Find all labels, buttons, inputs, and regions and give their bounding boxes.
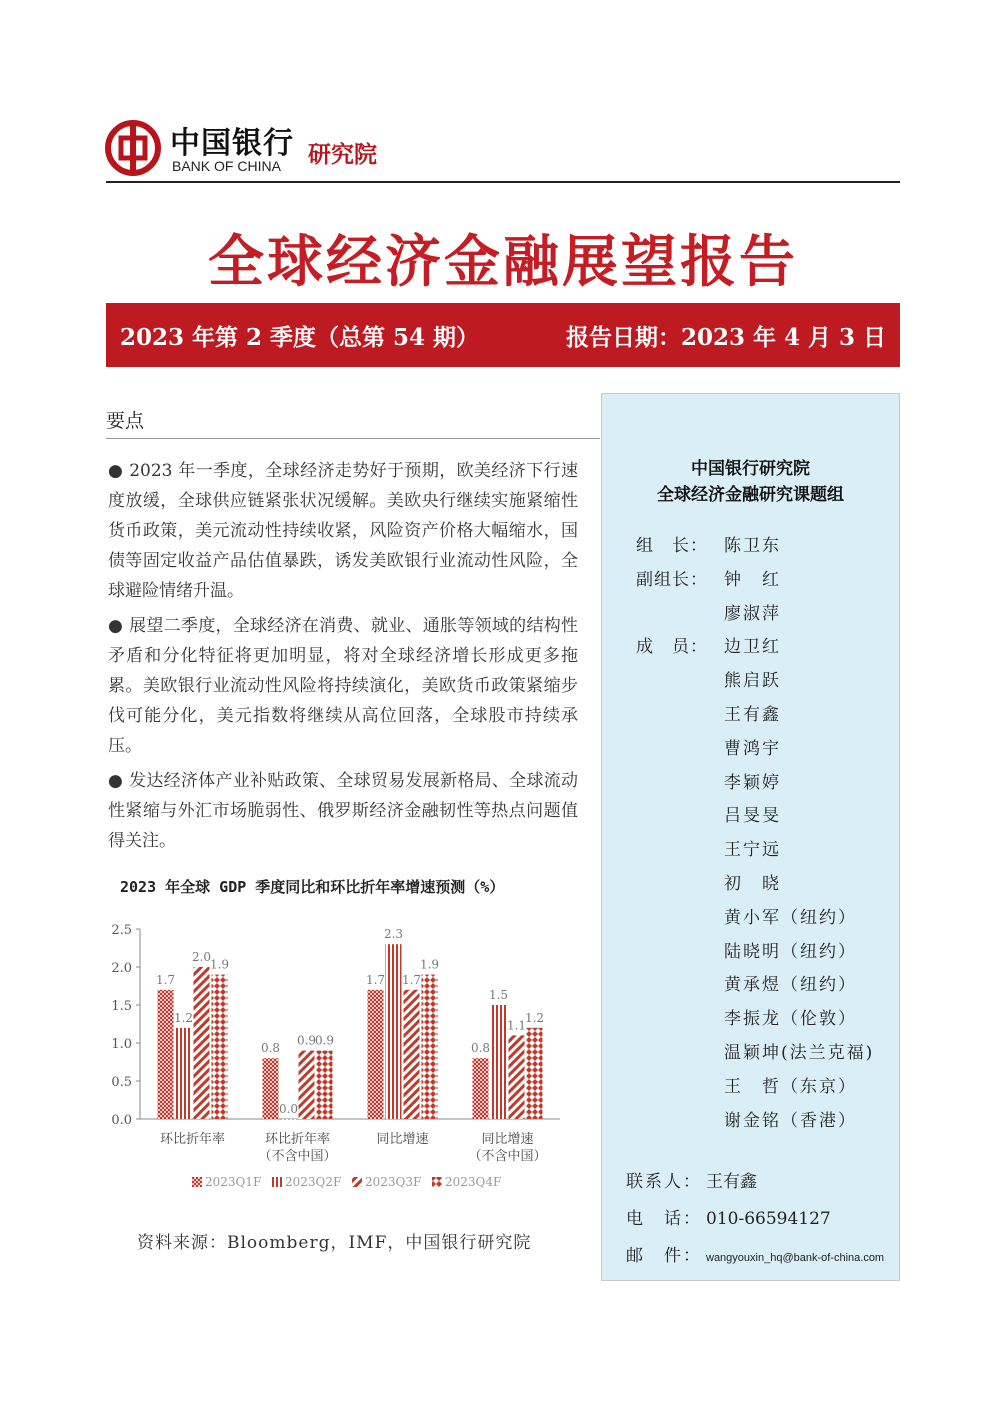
logo-text-en: BANK OF CHINA xyxy=(172,158,281,174)
member-name: 陈卫东 xyxy=(724,536,781,556)
key-point xyxy=(108,766,578,856)
team-member-row xyxy=(636,665,898,699)
member-name: 王 哲（东京） xyxy=(724,1076,857,1097)
contact-row xyxy=(626,1164,896,1201)
member-name: 边卫红 xyxy=(724,637,781,658)
bar xyxy=(386,944,402,1119)
key-points-heading: 要点 xyxy=(106,410,145,432)
team-member-row xyxy=(636,530,898,564)
y-tick-label: 1.0 xyxy=(111,1037,132,1052)
bar-value-label: 1.7 xyxy=(401,972,422,987)
bar-value-label: 1.7 xyxy=(155,972,176,987)
bar xyxy=(368,990,384,1119)
member-name: 王有鑫 xyxy=(724,704,781,725)
bar-value-label: 1.1 xyxy=(506,1018,527,1033)
legend-label: 2023Q4F xyxy=(445,1175,502,1189)
legend-label: 2023Q2F xyxy=(285,1175,342,1189)
member-name: 温颖坤(法兰克福) xyxy=(724,1042,875,1063)
legend-swatch xyxy=(192,1177,202,1187)
legend-swatch xyxy=(432,1177,442,1187)
bullet-icon: ● xyxy=(108,771,124,791)
member-name: 黄小军（纽约） xyxy=(724,907,857,928)
key-point-text: 2023 年一季度，全球经济走势好于预期，欧美经济下行速度放缓，全球供应链紧张状况缓解。美欧央行继续实施紧缩性货币政策，美元流动性持续收紧，风险资产价格大幅缩水，国债等固定收益产品估值暴跌，诱发美欧银行业流动性风险，全球避险情绪升温。 xyxy=(108,461,578,601)
team-member-row xyxy=(636,1105,898,1139)
bullet-icon: ● xyxy=(108,461,124,481)
key-points-list xyxy=(108,456,578,861)
bar xyxy=(422,975,438,1119)
contact-row xyxy=(626,1238,896,1275)
chart-source: 资料来源：Bloomberg，IMF，中国银行研究院 xyxy=(137,1233,532,1253)
contact-label: 邮 件： xyxy=(626,1246,702,1266)
bar xyxy=(281,1119,297,1120)
contact-value: 010-66594127 xyxy=(706,1209,831,1229)
team-member-row xyxy=(636,969,898,1003)
bar-value-label: 1.7 xyxy=(365,972,386,987)
member-name: 黄承煜（纽约） xyxy=(724,975,857,996)
team-member-row xyxy=(636,1037,898,1071)
chart-title: 2023 年全球 GDP 季度同比和环比折年率增速预测（%） xyxy=(120,878,505,896)
contact-label: 电 话： xyxy=(626,1209,702,1229)
bar-value-label: 0.0 xyxy=(278,1102,299,1116)
member-name: 李振龙（伦敦） xyxy=(724,1009,857,1030)
team-member-row xyxy=(636,631,898,665)
member-name: 初 晓 xyxy=(724,873,781,894)
bar-value-label: 1.9 xyxy=(419,957,440,972)
member-name: 廖淑萍 xyxy=(724,603,781,624)
legend-swatch xyxy=(272,1177,282,1187)
contact-row xyxy=(626,1201,896,1238)
member-name: 曹鸿宇 xyxy=(724,738,781,759)
bar xyxy=(527,1028,543,1119)
member-role: 组 长： xyxy=(636,536,708,556)
team-member-row xyxy=(636,868,898,902)
bar-value-label: 0.9 xyxy=(314,1033,335,1048)
legend-label: 2023Q3F xyxy=(365,1175,422,1189)
y-tick-label: 1.5 xyxy=(111,999,132,1014)
key-point xyxy=(108,611,578,761)
contact-value: 王有鑫 xyxy=(706,1172,757,1192)
report-title: 全球经济金融展望报告 xyxy=(208,229,798,295)
member-name: 谢金铭（香港） xyxy=(724,1110,857,1131)
category-label: 环比折年率（不含中国） xyxy=(258,1132,337,1164)
bar-value-label: 1.5 xyxy=(488,988,509,1002)
bar xyxy=(317,1051,333,1119)
report-date: 报告日期：2023 年 4 月 3 日 xyxy=(565,324,886,351)
bar-value-label: 1.2 xyxy=(173,1010,194,1025)
bar-value-label: 1.2 xyxy=(524,1010,545,1025)
institute-name: 研究院 xyxy=(308,141,377,168)
y-tick-label: 2.5 xyxy=(111,923,132,938)
key-point-text: 展望二季度，全球经济在消费、就业、通胀等领域的结构性矛盾和分化特征将更加明显，将对全球经济增长形成更多拖累。美欧银行业流动性风险将持续演化，美欧货币政策紧缩步伐可能分化，美元指数将继续从高位回落，全球股市持续承压。 xyxy=(108,616,578,756)
category-label: 同比增速 xyxy=(376,1132,429,1147)
y-tick-label: 0.0 xyxy=(111,1113,132,1128)
bar xyxy=(158,990,174,1119)
bar xyxy=(212,975,228,1119)
category-label: 环比折年率 xyxy=(159,1132,226,1147)
member-name: 吕旻旻 xyxy=(724,806,781,827)
team-member-row xyxy=(636,733,898,767)
bar-value-label: 0.8 xyxy=(260,1041,281,1056)
bar xyxy=(491,1005,507,1119)
key-point xyxy=(108,456,578,606)
member-role: 副组长： xyxy=(636,569,708,590)
bar-value-label: 2.3 xyxy=(383,927,404,942)
member-name: 李颖婷 xyxy=(724,772,781,793)
team-member-row xyxy=(636,936,898,970)
bullet-icon: ● xyxy=(108,616,124,636)
bar xyxy=(404,990,420,1119)
bar-value-label: 0.8 xyxy=(470,1041,491,1056)
key-points-divider xyxy=(106,438,600,439)
category-label: 同比增速（不含中国） xyxy=(468,1132,547,1164)
bar xyxy=(299,1051,315,1119)
team-member-row xyxy=(636,834,898,868)
team-member-row xyxy=(636,800,898,834)
member-name: 陆晓明（纽约） xyxy=(724,941,857,962)
member-role: 成 员： xyxy=(636,637,708,658)
bar-value-label: 2.0 xyxy=(191,950,212,964)
bar xyxy=(473,1058,489,1119)
sidebar-org: 中国银行研究院 xyxy=(691,459,810,479)
research-team-sidebar xyxy=(601,393,900,1281)
legend-label: 2023Q1F xyxy=(205,1175,262,1189)
contact-label: 联系人： xyxy=(626,1172,702,1192)
team-member-row xyxy=(636,564,898,598)
header-divider xyxy=(106,181,900,183)
bank-of-china-logo-icon xyxy=(105,120,161,176)
bar-value-label: 0.9 xyxy=(296,1033,317,1048)
issue-banner xyxy=(106,303,900,367)
team-member-row xyxy=(636,902,898,936)
y-tick-label: 2.0 xyxy=(111,961,132,976)
team-member-row xyxy=(636,1003,898,1037)
team-member-list xyxy=(636,530,898,1138)
team-member-row xyxy=(636,699,898,733)
gdp-forecast-chart xyxy=(100,905,580,1205)
key-point-text: 发达经济体产业补贴政策、全球贸易发展新格局、全球流动性紧缩与外汇市场脆弱性、俄罗斯经济金融韧性等热点问题值得关注。 xyxy=(108,771,578,851)
bar xyxy=(176,1028,192,1119)
legend-swatch xyxy=(352,1177,362,1187)
bar xyxy=(509,1035,525,1119)
member-name: 熊启跃 xyxy=(724,671,781,692)
team-member-row xyxy=(636,598,898,632)
team-member-row xyxy=(636,1071,898,1105)
member-name: 王宁远 xyxy=(724,840,781,861)
bar xyxy=(194,967,210,1119)
member-name: 钟 红 xyxy=(724,569,781,590)
team-member-row xyxy=(636,767,898,801)
contact-info xyxy=(626,1164,896,1275)
sidebar-group: 全球经济金融研究课题组 xyxy=(657,485,844,505)
bar xyxy=(263,1058,279,1119)
issue-label: 2023 年第 2 季度（总第 54 期） xyxy=(120,324,480,351)
logo-text-cn: 中国银行 xyxy=(170,126,294,161)
bar-value-label: 1.9 xyxy=(209,957,230,972)
y-tick-label: 0.5 xyxy=(111,1075,132,1090)
contact-email[interactable]: wangyouxin_hq@bank-of-china.com xyxy=(706,1252,885,1264)
